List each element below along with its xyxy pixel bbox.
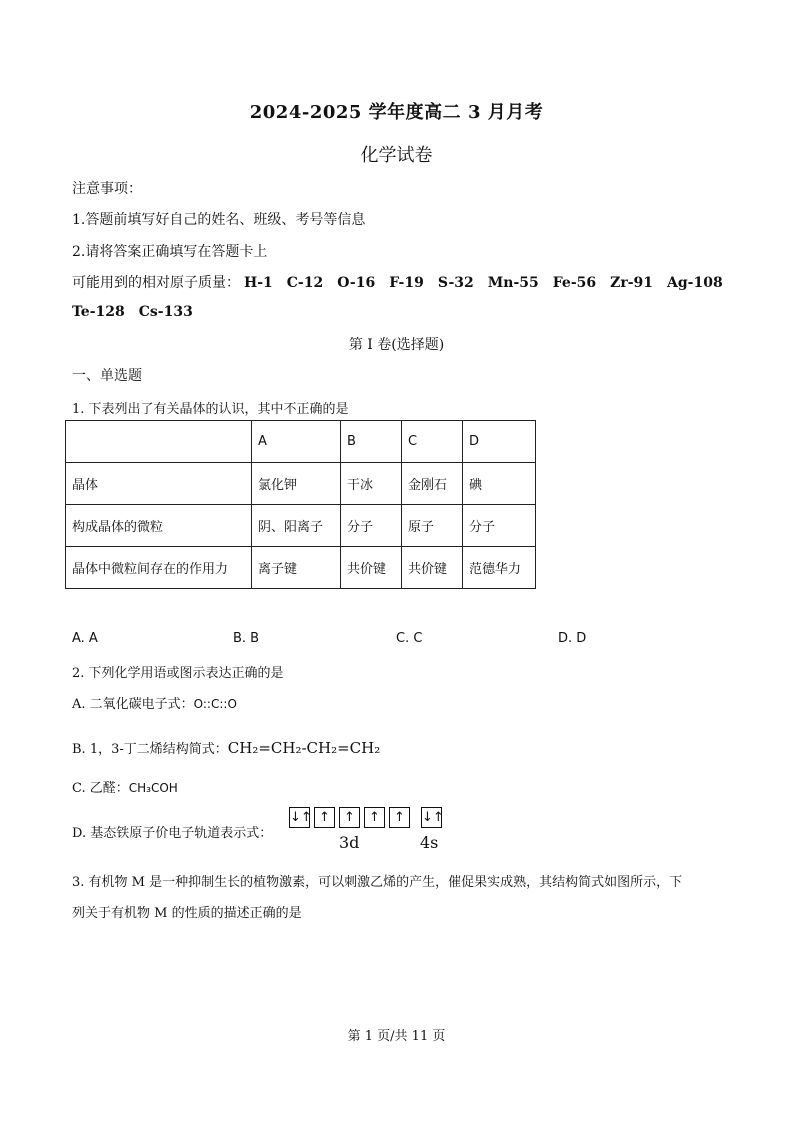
acetaldehyde-formula: CH₃COH (128, 781, 178, 795)
mass-item: O-16 (337, 275, 376, 291)
table-cell: 晶体中微粒间存在的作用力 (66, 547, 252, 589)
table-cell: 分子 (341, 505, 402, 547)
table-cell: B (341, 421, 402, 463)
notes-item-2: 2.请将答案正确填写在答题卡上 (72, 244, 268, 260)
q2-option-a (72, 693, 237, 712)
page-number: 第 1 页/共 11 页 (347, 1029, 446, 1044)
mass-item: Fe-56 (552, 275, 597, 291)
mass-item: F-19 (389, 275, 424, 291)
orbital-box-3d: ↑ (339, 807, 360, 828)
table-cell: A (252, 421, 341, 463)
orbital-label-3d: 3d (339, 833, 360, 852)
mass-item: Te-128 (72, 304, 125, 320)
mass-item: Cs-133 (138, 304, 193, 320)
atomic-masses-line-1 (72, 272, 723, 292)
atomic-masses-label: 可能用到的相对原子质量： (72, 275, 240, 291)
table-cell: 氯化钾 (252, 463, 341, 505)
table-cell: 晶体 (66, 463, 252, 505)
table-row (66, 463, 536, 505)
orbital-box-3d: ↓↑ (289, 807, 310, 828)
q1-stem: 1. 下表列出了有关晶体的认识，其中不正确的是 (72, 402, 349, 417)
exam-subject: 化学试卷 (360, 145, 433, 166)
q3-stem-line-1: 3. 有机物 M 是一种抑制生长的植物激素，可以刺激乙烯的产生，催促果实成熟，其结构简式如图所示，下 (72, 875, 683, 890)
table-cell: D (463, 421, 536, 463)
table-cell: 干冰 (341, 463, 402, 505)
q2-option-d-label: D. 基态铁原子价电子轨道表示式： (72, 826, 273, 841)
table-cell: 共价键 (402, 547, 463, 589)
orbital-label-4s: 4s (420, 833, 439, 852)
q2-option-b-label: B. 1，3-丁二烯结构简式： (72, 742, 228, 757)
table-row (66, 547, 536, 589)
co2-electron-formula: O::C::O (193, 697, 237, 711)
orbital-box-4s: ↓↑ (421, 807, 442, 828)
table-cell: 共价键 (341, 547, 402, 589)
q2-option-c-label: C. 乙醛： (72, 781, 129, 796)
q1-option-c: C. C (396, 631, 423, 646)
volume-heading: 第 I 卷(选择题) (348, 337, 445, 353)
atomic-masses-line-2 (72, 304, 207, 320)
mass-item: Ag-108 (667, 275, 723, 291)
table-cell: 碘 (463, 463, 536, 505)
table-cell (66, 421, 252, 463)
orbital-box-3d: ↑ (389, 807, 410, 828)
table-cell: 阴、阳离子 (252, 505, 341, 547)
part-heading: 一、单选题 (72, 368, 142, 384)
q2-option-b (72, 738, 380, 757)
table-cell: C (402, 421, 463, 463)
q2-option-a-label: A. 二氧化碳电子式： (72, 697, 194, 712)
q2-option-c (72, 777, 178, 796)
table-cell: 离子键 (252, 547, 341, 589)
notes-heading: 注意事项： (72, 181, 142, 197)
butadiene-formula: CH₂=CH₂-CH₂=CH₂ (227, 739, 381, 757)
iron-orbital-diagram (289, 807, 449, 855)
orbital-box-3d: ↑ (364, 807, 385, 828)
notes-item-1: 1.答题前填写好自己的姓名、班级、考号等信息 (72, 212, 366, 228)
table-row (66, 421, 536, 463)
orbital-box-3d: ↑ (314, 807, 335, 828)
mass-item: S-32 (437, 275, 474, 291)
mass-item: Zr-91 (610, 275, 653, 291)
exam-title: 2024-2025 学年度高二 3 月月考 (249, 102, 544, 123)
q3-stem-line-2: 列关于有机物 M 的性质的描述正确的是 (72, 906, 302, 921)
table-cell: 范德华力 (463, 547, 536, 589)
q1-option-d: D. D (558, 631, 587, 646)
mass-item: C-12 (286, 275, 324, 291)
q1-option-b: B. B (233, 631, 260, 646)
q1-option-a: A. A (72, 631, 98, 646)
q1-table (65, 420, 536, 589)
table-cell: 原子 (402, 505, 463, 547)
table-cell: 构成晶体的微粒 (66, 505, 252, 547)
table-row (66, 505, 536, 547)
table-cell: 金刚石 (402, 463, 463, 505)
mass-item: H-1 (244, 275, 273, 291)
table-cell: 分子 (463, 505, 536, 547)
mass-item: Mn-55 (487, 275, 539, 291)
q2-stem: 2. 下列化学用语或图示表达正确的是 (72, 666, 284, 681)
